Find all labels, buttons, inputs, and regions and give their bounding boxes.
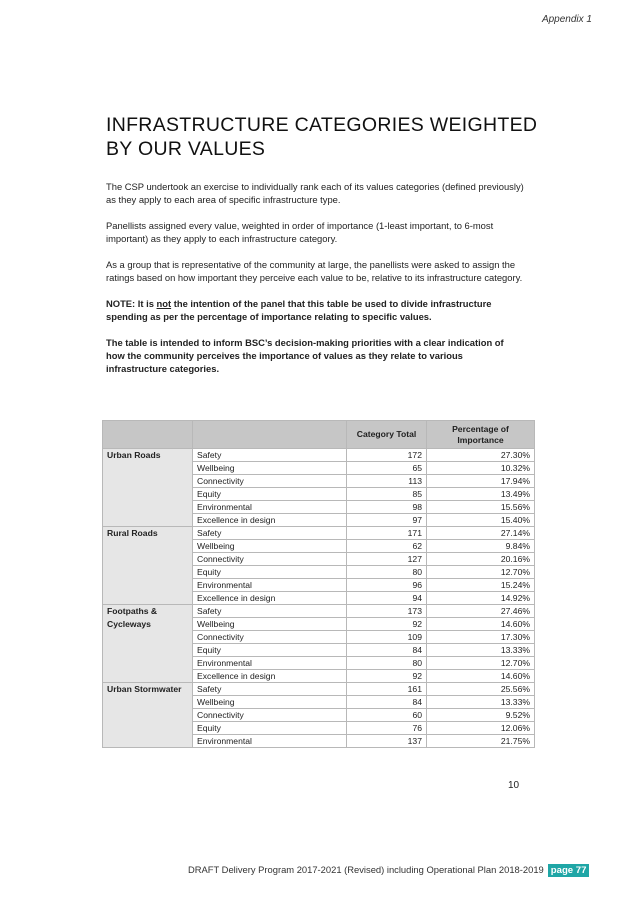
paragraph-group: As a group that is representative of the community at large, the panellists were asked to assign the ratings based on how important they perceive each value to be, relative to its infrastructure category. — [106, 259, 523, 283]
total-cell: 161 — [347, 683, 427, 696]
header-percentage: Percentage of Importance — [427, 421, 535, 449]
header-blank-category — [103, 421, 193, 449]
value-cell: Safety — [193, 527, 347, 540]
paragraph-panellists: Panellists assigned every value, weighted in order of importance (1-least important, to 6-most important) as they apply to each infrastructure category. — [106, 220, 494, 244]
total-cell: 62 — [347, 540, 427, 553]
percentage-cell: 25.56% — [427, 683, 535, 696]
percentage-cell: 12.70% — [427, 566, 535, 579]
percentage-cell: 15.56% — [427, 501, 535, 514]
table-row — [103, 605, 535, 618]
table-row — [103, 683, 535, 696]
value-cell: Wellbeing — [193, 696, 347, 709]
value-cell: Equity — [193, 722, 347, 735]
percentage-cell: 9.84% — [427, 540, 535, 553]
percentage-cell: 14.60% — [427, 618, 535, 631]
value-cell: Environmental — [193, 501, 347, 514]
total-cell: 98 — [347, 501, 427, 514]
total-cell: 84 — [347, 644, 427, 657]
value-cell: Excellence in design — [193, 670, 347, 683]
percentage-cell: 13.49% — [427, 488, 535, 501]
table-row — [103, 527, 535, 540]
total-cell: 80 — [347, 657, 427, 670]
page-number: 10 — [508, 780, 520, 791]
percentage-cell: 15.24% — [427, 579, 535, 592]
percentage-cell: 13.33% — [427, 644, 535, 657]
value-cell: Safety — [193, 683, 347, 696]
appendix-label: Appendix 1 — [541, 14, 592, 25]
total-cell: 172 — [347, 449, 427, 462]
note-prefix: NOTE: It is — [106, 298, 157, 309]
total-cell: 84 — [347, 696, 427, 709]
total-cell: 171 — [347, 527, 427, 540]
table-header-row — [103, 421, 535, 449]
page-title: INFRASTRUCTURE CATEGORIES WEIGHTED BY OUR VALUES — [106, 114, 538, 160]
total-cell: 109 — [347, 631, 427, 644]
total-cell: 96 — [347, 579, 427, 592]
table-row — [103, 449, 535, 462]
percentage-cell: 13.33% — [427, 696, 535, 709]
value-cell: Connectivity — [193, 553, 347, 566]
value-cell: Connectivity — [193, 631, 347, 644]
footer — [188, 864, 589, 877]
footer-text: DRAFT Delivery Program 2017-2021 (Revised) including Operational Plan 2018-2019 — [188, 864, 544, 875]
total-cell: 97 — [347, 514, 427, 527]
percentage-cell: 12.70% — [427, 657, 535, 670]
value-cell: Equity — [193, 488, 347, 501]
total-cell: 94 — [347, 592, 427, 605]
total-cell: 80 — [347, 566, 427, 579]
value-cell: Wellbeing — [193, 462, 347, 475]
percentage-cell: 9.52% — [427, 709, 535, 722]
value-cell: Connectivity — [193, 475, 347, 488]
total-cell: 173 — [347, 605, 427, 618]
header-blank-value — [193, 421, 347, 449]
category-cell: Urban Roads — [103, 449, 193, 527]
table-body — [103, 449, 535, 748]
value-cell: Environmental — [193, 735, 347, 748]
total-cell: 92 — [347, 618, 427, 631]
category-cell: Footpaths & Cycleways — [103, 605, 193, 683]
value-cell: Excellence in design — [193, 592, 347, 605]
header-category-total: Category Total — [347, 421, 427, 449]
total-cell: 85 — [347, 488, 427, 501]
category-cell: Rural Roads — [103, 527, 193, 605]
percentage-cell: 27.30% — [427, 449, 535, 462]
total-cell: 65 — [347, 462, 427, 475]
value-cell: Equity — [193, 566, 347, 579]
value-cell: Environmental — [193, 579, 347, 592]
body-text — [106, 180, 524, 388]
note-underlined: not — [156, 298, 172, 309]
value-cell: Safety — [193, 605, 347, 618]
value-cell: Equity — [193, 644, 347, 657]
total-cell: 60 — [347, 709, 427, 722]
total-cell: 127 — [347, 553, 427, 566]
category-cell: Urban Stormwater — [103, 683, 193, 748]
paragraph-note — [106, 297, 524, 323]
percentage-cell: 10.32% — [427, 462, 535, 475]
percentage-cell: 12.06% — [427, 722, 535, 735]
value-cell: Wellbeing — [193, 540, 347, 553]
paragraph-table-intent: The table is intended to inform BSC’s decision-making priorities with a clear indication of how the community perceives the importance of values as they relate to various infrastructure categories. — [106, 337, 504, 374]
total-cell: 113 — [347, 475, 427, 488]
percentage-cell: 20.16% — [427, 553, 535, 566]
percentage-cell: 27.46% — [427, 605, 535, 618]
value-cell: Safety — [193, 449, 347, 462]
footer-page-badge: page 77 — [548, 864, 590, 877]
percentage-cell: 21.75% — [427, 735, 535, 748]
percentage-cell: 14.60% — [427, 670, 535, 683]
value-cell: Environmental — [193, 657, 347, 670]
total-cell: 137 — [347, 735, 427, 748]
percentage-cell: 27.14% — [427, 527, 535, 540]
percentage-cell: 17.30% — [427, 631, 535, 644]
paragraph-intro: The CSP undertook an exercise to individually rank each of its values categories (defined previously) as they apply to each area of specific infrastructure type. — [106, 181, 524, 205]
values-table — [102, 420, 535, 748]
note-suffix: the intention of the panel that this table be used to divide infrastructure spending as per the percentage of importance relating to specific values. — [106, 298, 492, 322]
total-cell: 76 — [347, 722, 427, 735]
percentage-cell: 17.94% — [427, 475, 535, 488]
percentage-cell: 15.40% — [427, 514, 535, 527]
value-cell: Excellence in design — [193, 514, 347, 527]
value-cell: Connectivity — [193, 709, 347, 722]
value-cell: Wellbeing — [193, 618, 347, 631]
total-cell: 92 — [347, 670, 427, 683]
percentage-cell: 14.92% — [427, 592, 535, 605]
